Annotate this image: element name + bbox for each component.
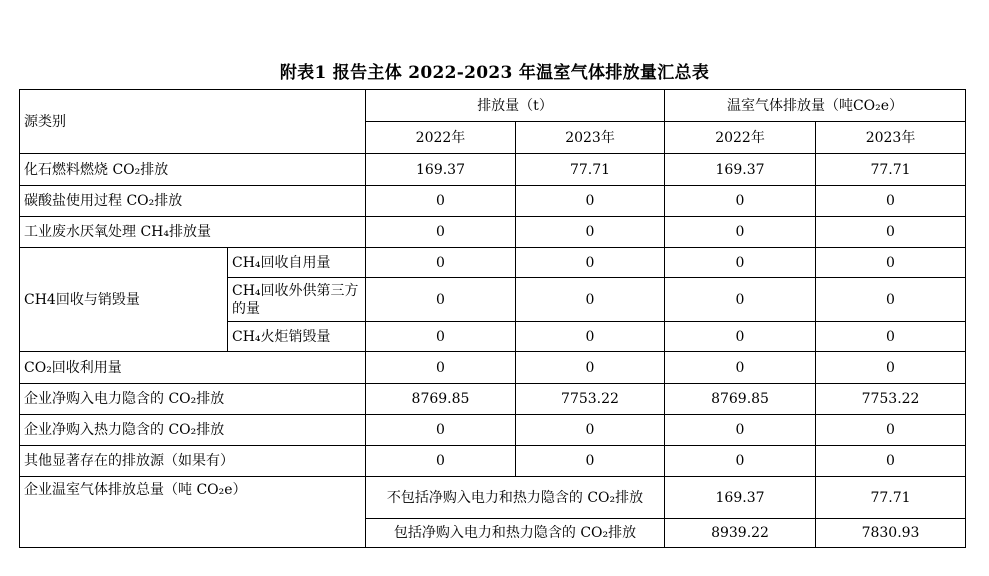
table-row <box>20 352 966 384</box>
cell-value: 0 <box>516 352 665 384</box>
cell-value: 77.71 <box>816 477 966 519</box>
emissions-year-2022-header: 2022年 <box>366 122 516 154</box>
cell-value: 0 <box>816 415 966 446</box>
table-row <box>20 248 966 278</box>
cell-value: 0 <box>665 217 816 248</box>
cell-value: 0 <box>816 248 966 278</box>
cell-value: 0 <box>816 352 966 384</box>
cell-value: 0 <box>516 322 665 352</box>
row-label: 工业废水厌氧处理 CH₄排放量 <box>20 217 366 248</box>
cell-value: 0 <box>516 278 665 322</box>
ghg-summary-table <box>19 89 966 548</box>
row-label: CO₂回收利用量 <box>20 352 366 384</box>
total-excl-label: 不包括净购入电力和热力隐含的 CO₂排放 <box>366 477 665 519</box>
cell-value: 0 <box>366 248 516 278</box>
cell-value: 0 <box>366 217 516 248</box>
cell-value: 0 <box>665 278 816 322</box>
emissions-t-header: 排放量（t） <box>366 90 665 122</box>
cell-value: 0 <box>665 186 816 217</box>
cell-value: 0 <box>366 322 516 352</box>
cell-value: 0 <box>366 446 516 477</box>
cell-value: 77.71 <box>816 154 966 186</box>
table-row <box>20 446 966 477</box>
cell-value: 0 <box>816 446 966 477</box>
row-label: 企业净购入电力隐含的 CO₂排放 <box>20 384 366 415</box>
cell-value: 77.71 <box>516 154 665 186</box>
cell-value: 0 <box>366 415 516 446</box>
table-row <box>20 154 966 186</box>
row-sublabel: CH₄回收外供第三方的量 <box>228 278 366 322</box>
row-label: 碳酸盐使用过程 CO₂排放 <box>20 186 366 217</box>
ghg-year-2023-header: 2023年 <box>816 122 966 154</box>
cell-value: 0 <box>516 415 665 446</box>
cell-value: 0 <box>366 186 516 217</box>
cell-value: 0 <box>665 446 816 477</box>
row-label: 化石燃料燃烧 CO₂排放 <box>20 154 366 186</box>
cell-value: 7753.22 <box>516 384 665 415</box>
cell-value: 0 <box>665 352 816 384</box>
cell-value: 0 <box>816 322 966 352</box>
cell-value: 0 <box>665 248 816 278</box>
ghg-year-2022-header: 2022年 <box>665 122 816 154</box>
cell-value: 169.37 <box>665 154 816 186</box>
cell-value: 0 <box>366 352 516 384</box>
cell-value: 0 <box>516 446 665 477</box>
cell-value: 0 <box>816 186 966 217</box>
row-sublabel: CH₄火炬销毁量 <box>228 322 366 352</box>
table-row <box>20 415 966 446</box>
row-label: 其他显著存在的排放源（如果有） <box>20 446 366 477</box>
cell-value: 8939.22 <box>665 519 816 548</box>
table-row <box>20 384 966 415</box>
cell-value: 0 <box>366 278 516 322</box>
cell-value: 8769.85 <box>665 384 816 415</box>
cell-value: 0 <box>516 248 665 278</box>
source-category-header: 源类别 <box>20 90 366 154</box>
row-sublabel: CH₄回收自用量 <box>228 248 366 278</box>
table-row <box>20 217 966 248</box>
cell-value: 0 <box>516 217 665 248</box>
cell-value: 169.37 <box>366 154 516 186</box>
cell-value: 0 <box>665 415 816 446</box>
ch4-group-label: CH4回收与销毁量 <box>20 248 228 352</box>
cell-value: 0 <box>516 186 665 217</box>
cell-value: 8769.85 <box>366 384 516 415</box>
total-label: 企业温室气体排放总量（吨 CO₂e） <box>20 477 366 548</box>
cell-value: 7830.93 <box>816 519 966 548</box>
emissions-year-2023-header: 2023年 <box>516 122 665 154</box>
table-title: 附表1 报告主体 2022-2023 年温室气体排放量汇总表 <box>279 63 710 83</box>
cell-value: 169.37 <box>665 477 816 519</box>
cell-value: 0 <box>665 322 816 352</box>
table-row <box>20 186 966 217</box>
cell-value: 7753.22 <box>816 384 966 415</box>
row-label: 企业净购入热力隐含的 CO₂排放 <box>20 415 366 446</box>
ghg-emissions-header: 温室气体排放量（吨CO₂e） <box>665 90 966 122</box>
cell-value: 0 <box>816 217 966 248</box>
table-row <box>20 477 966 519</box>
total-incl-label: 包括净购入电力和热力隐含的 CO₂排放 <box>366 519 665 548</box>
cell-value: 0 <box>816 278 966 322</box>
